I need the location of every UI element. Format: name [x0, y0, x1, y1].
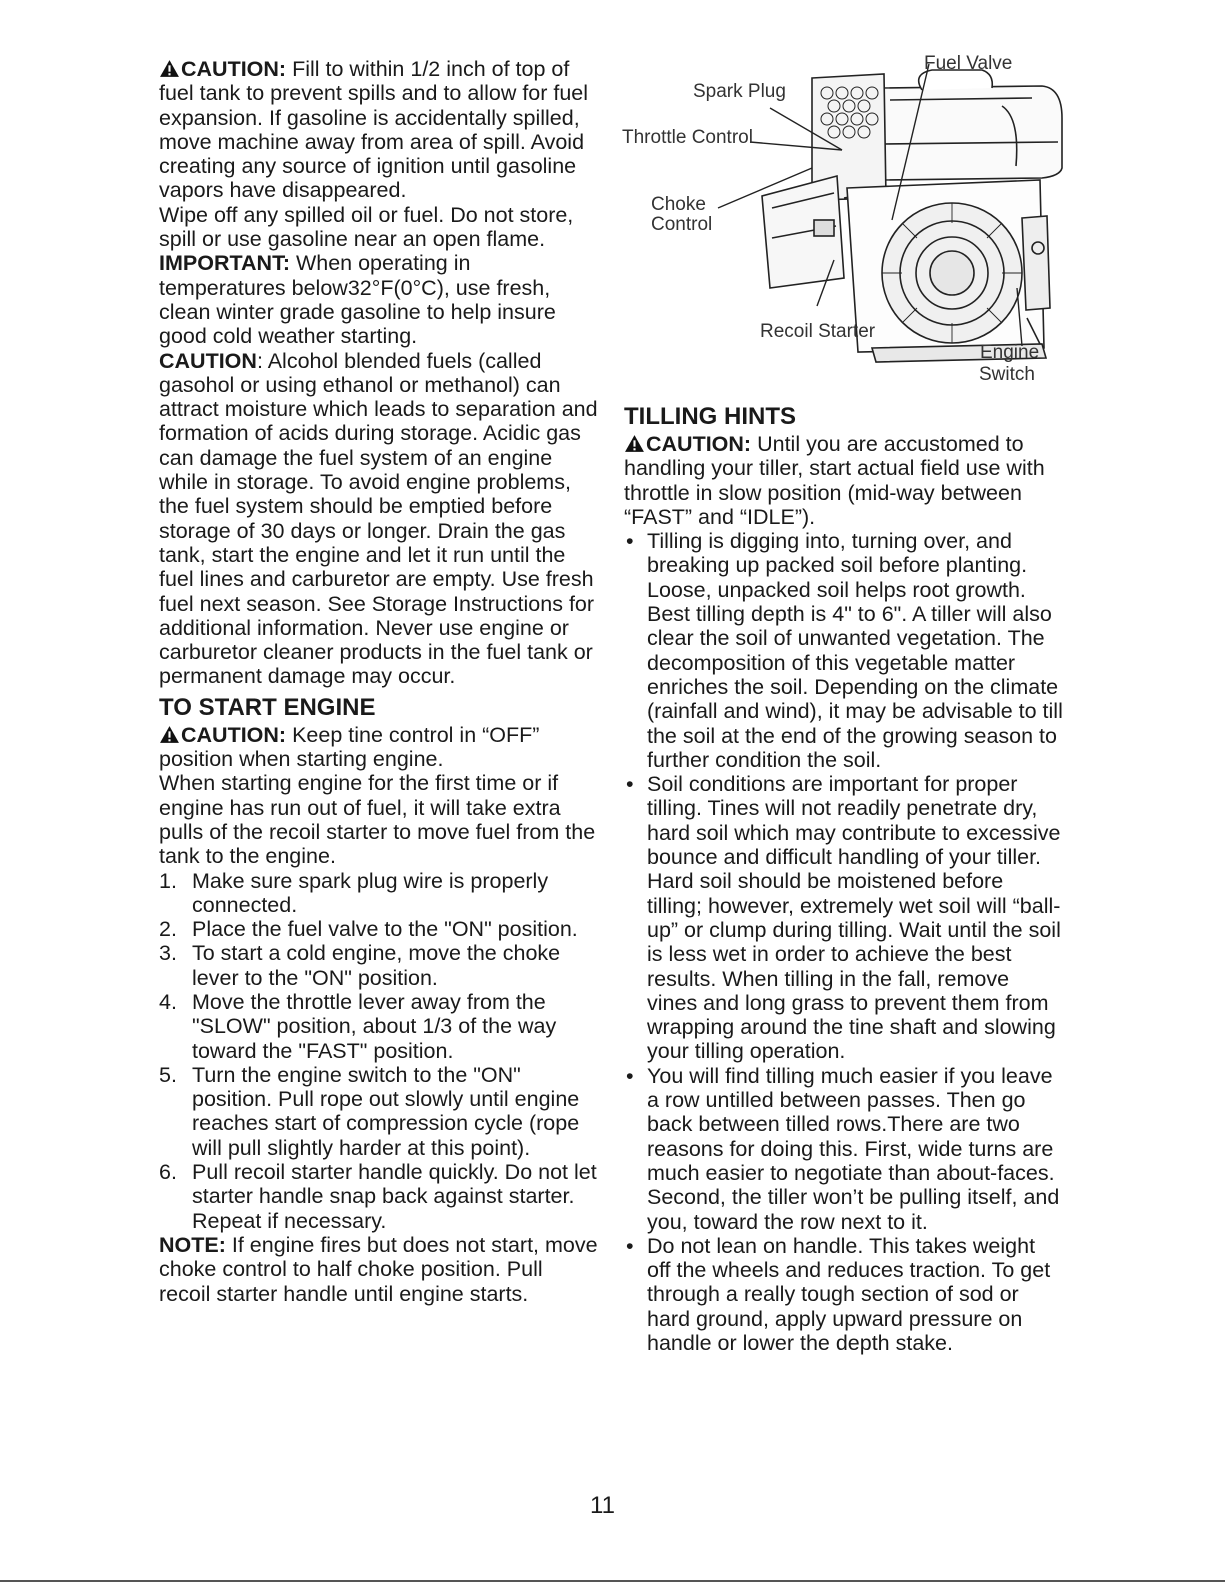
hint-item — [624, 1064, 1064, 1234]
important-text: When operating in temperatures below32°F(0°C), use fresh, clean winter grade gasoline to help insure good cold weather starting. — [159, 251, 556, 349]
switch-label: Switch — [979, 364, 1035, 385]
page-bottom-rule — [0, 1580, 1225, 1582]
throttle-control-label: Throttle Control — [622, 127, 753, 148]
step-text: Turn the engine switch to the "ON" position. Pull rope out slowly until engine reaches start of compression cycle (rope will pull slightly harder at this point). — [192, 1062, 580, 1160]
recoil-starter-label: Recoil Starter — [760, 321, 876, 342]
caution-label: CAUTION: — [181, 722, 287, 747]
step-item — [159, 917, 599, 941]
step-number: 6. — [159, 1160, 177, 1185]
hint-text: You will find tilling much easier if you leave a row untilled between passes. Then go back between tilled rows.There are two reasons for doing this. First, wide turns are much easier to negotiate than about-faces. Second, the tiller won’t be pulling itself, and you, toward the row next to it. — [647, 1063, 1060, 1234]
left-column — [159, 57, 599, 1306]
warning-icon — [159, 725, 180, 744]
caution-text: Fill to within 1/2 inch of top of fuel tank to prevent spills and to allow for fuel expansion. If gasoline is accidentally spilled, move machine away from area of spill. Avoid creating any source of ignition until gasoline vapors have disappeared. — [159, 57, 589, 203]
start-steps-list — [159, 869, 599, 1233]
engine-diagram — [622, 48, 1067, 390]
right-column — [624, 398, 1064, 1355]
caution-label: CAUTION: — [181, 57, 287, 81]
first-time-paragraph: When starting engine for the first time or if engine has run out of fuel, it will take extra pulls of the recoil starter to move fuel from the tank to the engine. — [159, 771, 596, 869]
note-text: If engine fires but does not start, move choke control to half choke position. Pull recoil starter handle until engine starts. — [159, 1232, 598, 1306]
step-item — [159, 941, 599, 990]
spark-plug-label: Spark Plug — [693, 81, 786, 102]
step-item — [159, 990, 599, 1063]
engine-label: Engine — [980, 342, 1040, 363]
bullet-icon: • — [626, 1233, 634, 1258]
step-number: 2. — [159, 917, 177, 942]
step-number: 5. — [159, 1062, 177, 1087]
wipe-paragraph: Wipe off any spilled oil or fuel. Do not store, spill or use gasoline near an open flame. — [159, 202, 574, 252]
tilling-hints-heading: TILLING HINTS — [624, 403, 796, 430]
warning-icon — [159, 59, 180, 78]
step-text: Pull recoil starter handle quickly. Do not let starter handle snap back against starter. Repeat if necessary. — [192, 1160, 597, 1233]
caution-tine-paragraph — [159, 723, 599, 772]
note-label: NOTE: — [159, 1232, 226, 1257]
hint-item — [624, 772, 1064, 1064]
caution-text: : Alcohol blended fuels (called gasohol or using ethanol or methanol) can attract moisture which leads to separation and formation of acids during storage. Acidic gas can damage the fuel system of an engine while in storage. To avoid engine problems, the fuel system should be emptied before storage of 30 days or longer. Drain the gas tank, start the engine and let it run until the fuel lines and carburetor are empty. Use fresh fuel next season. See Storage Instructions for additional information. Never use engine or carburetor cleaner products in the fuel tank or permanent damage may occur. — [159, 348, 598, 689]
caution-label: CAUTION — [159, 348, 257, 373]
caution-label: CAUTION: — [646, 432, 752, 456]
caution-text: Until you are accustomed to handling your tiller, start actual field use with throttle in slow position (mid-way between “FAST” and “IDLE”). — [624, 432, 1045, 529]
bullet-icon: • — [626, 529, 634, 554]
note-paragraph — [159, 1233, 599, 1306]
tilling-hints-list — [624, 529, 1064, 1355]
hint-item — [624, 529, 1064, 772]
step-text: Place the fuel valve to the "ON" position. — [192, 917, 578, 942]
hint-text: Do not lean on handle. This takes weight off the wheels and reduces traction. To get through a really tough section of sod or hard ground, apply upward pressure on handle or lower the depth stake. — [647, 1233, 1051, 1355]
page-number: 11 — [590, 1492, 615, 1519]
step-text: Move the throttle lever away from the "SLOW" position, about 1/3 of the way toward the "FAST" position. — [192, 989, 557, 1063]
caution-throttle-paragraph — [624, 432, 1064, 529]
fuel-valve-label: Fuel Valve — [924, 53, 1013, 74]
warning-icon — [624, 434, 645, 453]
caution-fuel-paragraph — [159, 57, 599, 203]
step-item — [159, 1063, 599, 1160]
control-label: Control — [651, 214, 713, 235]
step-text: Make sure spark plug wire is properly connected. — [192, 868, 549, 917]
hint-item — [624, 1234, 1064, 1355]
choke-label: Choke — [651, 194, 706, 215]
step-number: 3. — [159, 941, 177, 966]
important-label: IMPORTANT: — [159, 251, 290, 276]
bullet-icon: • — [626, 1063, 634, 1088]
hint-text: Tilling is digging into, turning over, and breaking up packed soil before planting. Loose, unpacked soil helps root growth. Best tilling depth is 4" to 6". A tiller will also clear the soil of unwanted vegetation. The decomposition of this vegetable matter enriches the soil. Depending on the climate (rainfall and wind), it may be advisable to till the soil at the end of the growing season to further condition the soil. — [647, 529, 1063, 772]
bullet-icon: • — [626, 772, 634, 797]
step-number: 1. — [159, 868, 177, 893]
start-engine-heading: TO START ENGINE — [159, 693, 376, 721]
important-paragraph — [159, 251, 599, 348]
caution-text: Keep tine control in “OFF” position when starting engine. — [159, 722, 540, 772]
caution-alcohol-paragraph — [159, 349, 599, 689]
step-number: 4. — [159, 989, 177, 1014]
hint-text: Soil conditions are important for proper tilling. Tines will not readily penetrate dry, hard soil which may contribute to excessive bounce and difficult handling of your tiller. Hard soil should be moistened before tilling; however, extremely wet soil will “ball-up” or clump during tilling. Wait until the soil is less wet in order to achieve the best results. When tilling in the fall, remove vines and long grass to prevent them from wrapping around the tine shaft and slowing your tilling operation. — [647, 772, 1061, 1064]
step-item — [159, 869, 599, 918]
step-item — [159, 1160, 599, 1233]
step-text: To start a cold engine, move the choke lever to the "ON" position. — [192, 941, 561, 990]
